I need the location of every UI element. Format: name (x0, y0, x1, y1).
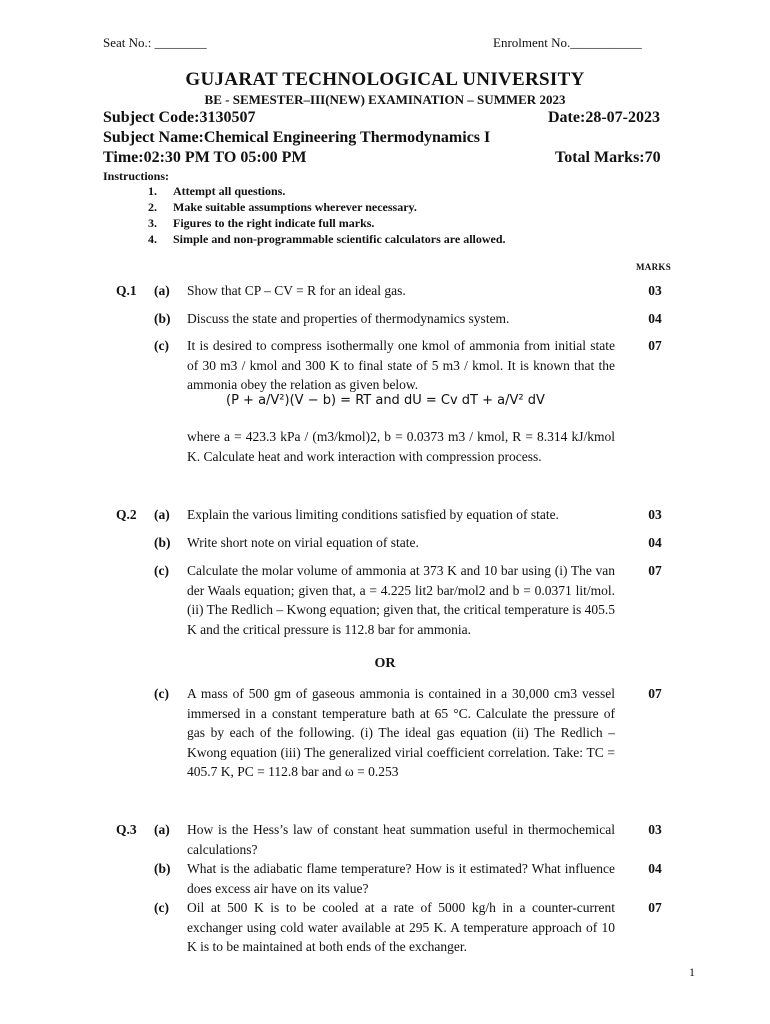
sub-question-label: (b) (154, 535, 171, 550)
question-text: Write short note on virial equation of state. (187, 535, 419, 550)
exam-time: Time:02:30 PM TO 05:00 PM (103, 149, 307, 166)
instruction-text: Make suitable assumptions wherever necessary. (173, 200, 417, 214)
question-text: How is the Hess’s law of constant heat summation useful in thermochemical calculations? (187, 822, 615, 857)
question-text: Oil at 500 K is to be cooled at a rate of 5000 kg/h in a counter-current exchanger using cold water available at 295 K. A temperature approach of 10 K is to be maintained at both ends of the exchanger. (187, 900, 615, 954)
question-marks: 07 (648, 900, 662, 915)
instructions-title: Instructions: (103, 169, 170, 183)
sub-question-label: (a) (154, 283, 170, 298)
question-marks: 07 (648, 686, 662, 701)
instruction-number: 3. (148, 216, 157, 230)
sub-question-label: (c) (154, 686, 169, 701)
question-marks: 04 (648, 311, 662, 326)
question-marks: 03 (648, 283, 662, 298)
instruction-number: 4. (148, 232, 157, 246)
question-marks: 03 (648, 822, 662, 837)
question-number: Q.2 (116, 507, 137, 522)
question-text: What is the adiabatic flame temperature? How is it estimated? What influence does excess air have on its value? (187, 861, 615, 896)
seat-number: Seat No.: ________ (103, 35, 207, 50)
instruction-text: Figures to the right indicate full marks. (173, 216, 375, 230)
university-title: GUJARAT TECHNOLOGICAL UNIVERSITY (185, 69, 585, 90)
subject-code: Subject Code:3130507 (103, 109, 256, 126)
question-text: where a = 423.3 kPa / (m3/kmol)2, b = 0.0373 m3 / kmol, R = 8.314 kJ/kmol K. Calculate heat and work interaction with compression process. (187, 429, 615, 464)
sub-question-label: (c) (154, 338, 169, 353)
instruction-text: Simple and non-programmable scientific calculators are allowed. (173, 232, 506, 246)
instruction-item (148, 184, 285, 199)
question-marks: 04 (648, 535, 662, 550)
instruction-item (148, 216, 374, 231)
marks-column-header: MARKS (636, 262, 671, 272)
question-marks: 04 (648, 861, 662, 876)
instruction-item (148, 232, 506, 247)
question-text: A mass of 500 gm of gaseous ammonia is contained in a 30,000 cm3 vessel immersed in a constant temperature bath at 65 °C. Calculate the pressure of gas by each of the following. (i) The ideal gas equation (ii) The Redlich – Kwong equation (iii) The generalized virial coefficient correlation. Take: TC = 405.7 K, PC = 112.8 bar and ω = 0.253 (187, 686, 615, 779)
question-text: Calculate the molar volume of ammonia at 373 K and 10 bar using (i) The van der Waals equation; given that, a = 4.225 lit2 bar/mol2 and b = 0.0371 lit/mol. (ii) The Redlich – Kwong equation; given that, the critical temperature is 405.5 K and the critical pressure is 112.8 bar for ammonia. (187, 563, 615, 637)
page-number: 1 (689, 965, 695, 979)
sub-question-label: (b) (154, 861, 171, 876)
sub-question-label: (c) (154, 563, 169, 578)
question-text: It is desired to compress isothermally one kmol of ammonia from initial state of 30 m3 / kmol and 300 K to final state of 5 m3 / kmol. It is known that the ammonia obey the relation as given below. (187, 338, 615, 392)
question-text: Discuss the state and properties of thermodynamics system. (187, 311, 510, 326)
sub-question-label: (a) (154, 507, 170, 522)
sub-question-label: (b) (154, 311, 171, 326)
sub-question-label: (c) (154, 900, 169, 915)
question-marks: 07 (648, 563, 662, 578)
instruction-item (148, 200, 417, 215)
subject-name: Subject Name:Chemical Engineering Thermodynamics I (103, 129, 491, 146)
exam-date: Date:28-07-2023 (548, 109, 660, 126)
instruction-number: 2. (148, 200, 157, 214)
question-number: Q.1 (116, 283, 137, 298)
instruction-text: Attempt all questions. (173, 184, 286, 198)
enrolment-number: Enrolment No.___________ (493, 35, 642, 50)
question-text: Show that CP – CV = R for an ideal gas. (187, 283, 406, 298)
instruction-number: 1. (148, 184, 157, 198)
total-marks: Total Marks:70 (555, 149, 661, 166)
question-text: Explain the various limiting conditions satisfied by equation of state. (187, 507, 559, 522)
question-marks: 07 (648, 338, 662, 353)
question-number: Q.3 (116, 822, 137, 837)
or-separator: OR (374, 656, 396, 671)
equation: (P + a/V²)(V − b) = RT and dU = Cv dT + a/V² dV (226, 393, 545, 408)
question-marks: 03 (648, 507, 662, 522)
sub-question-label: (a) (154, 822, 170, 837)
exam-title: BE - SEMESTER–III(NEW) EXAMINATION – SUMMER 2023 (204, 92, 566, 107)
